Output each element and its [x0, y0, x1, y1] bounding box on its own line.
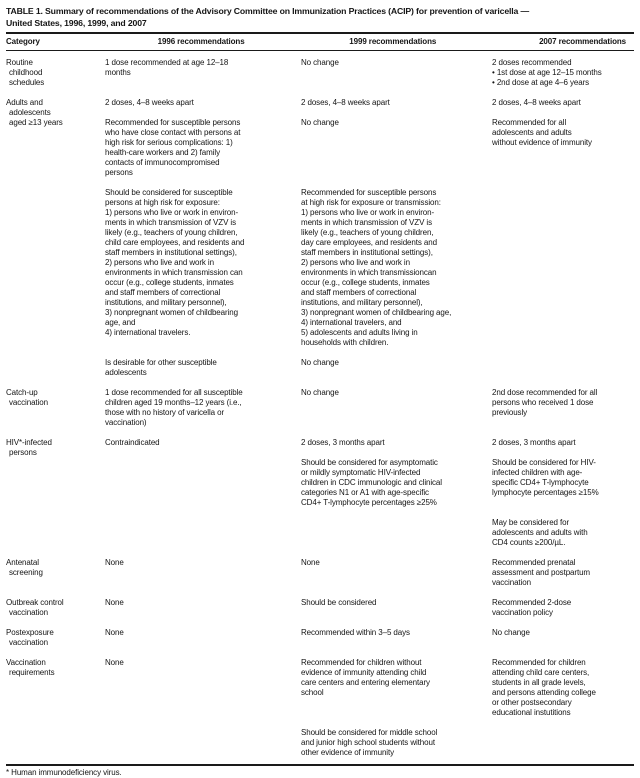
text-line: occur (e.g., college students, inmates	[105, 278, 234, 287]
text-line: persons at high risk for exposure:	[105, 198, 220, 207]
text-line: None	[105, 558, 124, 567]
cell-2007	[492, 188, 640, 348]
text-line: CD4 counts ≥200/µL.	[492, 538, 566, 547]
text-line: Should be considered for HIV-	[492, 458, 596, 467]
text-line: day care employees, and residents and	[301, 238, 437, 247]
table-row	[6, 438, 634, 548]
cell-1996	[105, 358, 301, 378]
table-header-row	[6, 34, 634, 50]
category-cell	[6, 628, 105, 648]
text-line: 1 dose recommended at age 12–18	[105, 58, 229, 67]
cell-2007	[492, 658, 640, 718]
category-line: childhood	[9, 68, 43, 77]
text-line: persons	[105, 168, 133, 177]
column-header-category: Category	[6, 37, 40, 46]
text-line: assessment and postpartum	[492, 568, 590, 577]
cell-1999	[301, 458, 492, 508]
text-line: Recommended within 3–5 days	[301, 628, 410, 637]
cell-2007	[492, 58, 640, 88]
cell-1999	[301, 358, 492, 378]
cell-1999	[301, 558, 492, 588]
row-paragraph-bands	[105, 658, 640, 758]
text-line: staff members in institutional settings),	[105, 248, 237, 257]
text-line: 2 doses, 4–8 weeks apart	[492, 98, 581, 107]
text-line: other evidence of immunity	[301, 748, 395, 757]
row-paragraph-bands	[105, 58, 640, 88]
table-row	[6, 628, 634, 648]
table-footnote: * Human immunodeficiency virus.	[6, 768, 122, 777]
text-line: Is desirable for other susceptible	[105, 358, 217, 367]
column-header-2007: 2007 recommendations	[539, 37, 626, 46]
text-line: No change	[492, 628, 530, 637]
text-line: No change	[301, 358, 339, 367]
cell-2007	[492, 728, 640, 758]
table-title-line1: TABLE 1. Summary of recommendations of the Advisory Committee on Immunization Practices (ACIP) for prevention of varicella —	[6, 6, 530, 16]
cell-1996	[105, 628, 301, 638]
category-cell	[6, 98, 105, 378]
text-line: lymphocyte percentages ≥15%	[492, 488, 599, 497]
text-line: adolescents and adults with	[492, 528, 588, 537]
text-line: care centers and entering elementary	[301, 678, 430, 687]
text-line: likely (e.g., teachers of young children,	[105, 228, 238, 237]
text-line: infected children with age-	[492, 468, 583, 477]
text-line: 1) persons who live or work in environ-	[105, 208, 239, 217]
category-line: Postexposure	[6, 628, 54, 637]
text-line: institutions, and military personnel),	[105, 298, 227, 307]
paragraph-band	[105, 628, 640, 638]
text-line: months	[105, 68, 131, 77]
cell-1996	[105, 598, 301, 618]
row-paragraph-bands	[105, 628, 640, 648]
cell-1996	[105, 518, 301, 548]
text-line: Recommended prenatal	[492, 558, 576, 567]
text-line: Should be considered for susceptible	[105, 188, 233, 197]
paragraph-band	[105, 458, 640, 508]
paragraph-band	[105, 598, 640, 618]
paragraph-band	[105, 358, 640, 378]
text-line: Recommended for all	[492, 118, 567, 127]
category-line: Vaccination	[6, 658, 46, 667]
column-header-1996: 1996 recommendations	[157, 37, 245, 46]
text-line: 5) adolescents and adults living in	[301, 328, 418, 337]
table-body	[6, 51, 634, 758]
cell-1996	[105, 98, 301, 108]
text-line: evidence of immunity attending child	[301, 668, 427, 677]
cell-1996	[105, 558, 301, 588]
text-line: specific CD4+ T-lymphocyte	[492, 478, 589, 487]
cell-1999	[301, 118, 492, 178]
cell-1999	[301, 728, 492, 758]
cell-1996	[105, 458, 301, 508]
text-line: May be considered for	[492, 518, 570, 527]
category-line: vaccination	[9, 638, 48, 647]
cell-1999	[301, 58, 492, 88]
text-line: institutions, and military personnel),	[301, 298, 423, 307]
category-line: Routine	[6, 58, 33, 67]
paragraph-band	[105, 558, 640, 588]
text-line: 4) international travelers, and	[301, 318, 402, 327]
table-row	[6, 388, 634, 428]
text-line: households with children.	[301, 338, 389, 347]
text-line: vaccination policy	[492, 608, 553, 617]
text-line: 3) nonpregnant women of childbearing age,	[301, 308, 452, 317]
cell-2007	[492, 598, 640, 618]
row-paragraph-bands	[105, 558, 640, 588]
category-line: vaccination	[9, 398, 48, 407]
row-paragraph-bands	[105, 438, 640, 548]
cell-1996	[105, 658, 301, 718]
text-line: vaccination)	[105, 418, 147, 427]
text-line: staff members in institutional settings),	[301, 248, 433, 257]
category-cell	[6, 598, 105, 618]
text-line: and persons attending college	[492, 688, 596, 697]
text-line: Recommended 2-dose	[492, 598, 572, 607]
text-line: CD4+ T-lymphocyte percentages ≥25%	[301, 498, 437, 507]
cell-2007	[492, 118, 640, 178]
text-line: children in CDC immunologic and clinical	[301, 478, 442, 487]
cell-1999	[301, 188, 492, 348]
paragraph-band	[105, 438, 640, 448]
text-line: 2 doses, 4–8 weeks apart	[105, 98, 194, 107]
cell-1999	[301, 658, 492, 718]
text-line: 2 doses, 3 months apart	[492, 438, 576, 447]
text-line: attending child care centers,	[492, 668, 590, 677]
cell-2007	[492, 358, 640, 378]
table-row	[6, 58, 634, 88]
table-row	[6, 98, 634, 378]
text-line: 2nd dose recommended for all	[492, 388, 598, 397]
cell-2007	[492, 388, 640, 428]
row-paragraph-bands	[105, 598, 640, 618]
text-line: No change	[301, 388, 339, 397]
text-line: adolescents and adults	[492, 128, 572, 137]
cell-1999	[301, 518, 492, 548]
cell-1996	[105, 58, 301, 88]
text-line: Recommended for susceptible persons	[105, 118, 241, 127]
text-line: child care employees, and residents and	[105, 238, 245, 247]
paragraph-band	[105, 118, 640, 178]
text-line: environments in which transmission can	[105, 268, 243, 277]
category-line: Outbreak control	[6, 598, 64, 607]
text-line: No change	[301, 118, 339, 127]
paragraph-band	[105, 98, 640, 108]
cell-1999	[301, 98, 492, 108]
category-line: aged ≥13 years	[9, 118, 63, 127]
text-line: 2) persons who live and work in	[105, 258, 214, 267]
text-line: students in all grade levels,	[492, 678, 586, 687]
text-line: None	[301, 558, 320, 567]
text-line: previously	[492, 408, 528, 417]
text-line: 2 doses recommended	[492, 58, 572, 67]
cell-1996	[105, 438, 301, 448]
paragraph-band	[105, 188, 640, 348]
text-line: Should be considered for asymptomatic	[301, 458, 438, 467]
text-line: None	[105, 628, 124, 637]
text-line: persons who received 1 dose	[492, 398, 594, 407]
category-cell	[6, 388, 105, 428]
category-line: vaccination	[9, 608, 48, 617]
text-line: and staff members of correctional	[301, 288, 417, 297]
text-line: ments in which transmission of VZV is	[301, 218, 433, 227]
text-line: • 1st dose at age 12–15 months	[492, 68, 602, 77]
cell-2007	[492, 98, 640, 108]
cell-2007	[492, 558, 640, 588]
paragraph-band	[105, 388, 640, 428]
text-line: 1 dose recommended for all susceptible	[105, 388, 243, 397]
text-line: Recommended for children without	[301, 658, 422, 667]
text-line: or other postsecondary	[492, 698, 572, 707]
text-line: and junior high school students without	[301, 738, 435, 747]
category-line: adolescents	[9, 108, 51, 117]
cell-1996	[105, 728, 301, 758]
category-line: Adults and	[6, 98, 43, 107]
text-line: vaccination	[492, 578, 531, 587]
category-cell	[6, 438, 105, 548]
text-line: ments in which transmission of VZV is	[105, 218, 237, 227]
text-line: health-care workers and 2) family	[105, 148, 220, 157]
text-line: contacts of immunocompromised	[105, 158, 220, 167]
category-cell	[6, 58, 105, 88]
table-row	[6, 558, 634, 588]
text-line: likely (e.g., teachers of young children,	[301, 228, 434, 237]
text-line: 3) nonpregnant women of childbearing	[105, 308, 238, 317]
cell-2007	[492, 438, 640, 448]
text-line: who have close contact with persons at	[105, 128, 241, 137]
text-line: age, and	[105, 318, 136, 327]
cell-1999	[301, 598, 492, 618]
row-paragraph-bands	[105, 388, 640, 428]
table-title	[6, 6, 634, 29]
text-line: children aged 19 months–12 years (i.e.,	[105, 398, 242, 407]
text-line: Should be considered for middle school	[301, 728, 438, 737]
text-line: occur (e.g., college students, inmates	[301, 278, 430, 287]
category-line: Catch-up	[6, 388, 38, 397]
text-line: high risk for serious complications: 1)	[105, 138, 233, 147]
column-header-1999: 1999 recommendations	[349, 37, 437, 46]
category-line: screening	[9, 568, 43, 577]
paragraph-band	[105, 58, 640, 88]
category-line: HIV*-infected	[6, 438, 52, 447]
text-line: educational instutitions	[492, 708, 571, 717]
category-line: requirements	[9, 668, 55, 677]
cell-1996	[105, 118, 301, 178]
text-line: 1) persons who live or work in environ-	[301, 208, 435, 217]
text-line: Recommended for susceptible persons	[301, 188, 437, 197]
cell-2007	[492, 628, 640, 638]
text-line: categories N1 or A1 with age-specific	[301, 488, 429, 497]
paragraph-band	[105, 658, 640, 718]
text-line: None	[105, 598, 124, 607]
text-line: • 2nd dose at age 4–6 years	[492, 78, 590, 87]
text-line: those with no history of varicella or	[105, 408, 225, 417]
cell-1996	[105, 188, 301, 348]
cell-2007	[492, 458, 640, 508]
cell-1996	[105, 388, 301, 428]
text-line: 2) persons who live and work in	[301, 258, 410, 267]
category-cell	[6, 658, 105, 758]
table-row	[6, 658, 634, 758]
text-line: Should be considered	[301, 598, 377, 607]
text-line: and staff members of correctional	[105, 288, 221, 297]
text-line: without evidence of immunity	[492, 138, 592, 147]
row-paragraph-bands	[105, 98, 640, 378]
text-line: 2 doses, 3 months apart	[301, 438, 385, 447]
category-line: schedules	[9, 78, 45, 87]
table-title-line2: United States, 1996, 1999, and 2007	[6, 17, 147, 28]
cell-1999	[301, 628, 492, 638]
text-line: None	[105, 658, 124, 667]
category-line: Antenatal	[6, 558, 39, 567]
cell-1999	[301, 388, 492, 428]
text-line: 2 doses, 4–8 weeks apart	[301, 98, 390, 107]
cell-1999	[301, 438, 492, 448]
cell-2007	[492, 518, 640, 548]
text-line: Contraindicated	[105, 438, 160, 447]
paragraph-band	[105, 518, 640, 548]
text-line: 4) international travelers.	[105, 328, 191, 337]
text-line: Recommended for children	[492, 658, 586, 667]
text-line: No change	[301, 58, 339, 67]
text-line: school	[301, 688, 324, 697]
paragraph-band	[105, 728, 640, 758]
table-row	[6, 598, 634, 618]
text-line: adolescents	[105, 368, 147, 377]
text-line: or mildly symptomatic HIV-infected	[301, 468, 421, 477]
text-line: environments in which transmissioncan	[301, 268, 437, 277]
category-cell	[6, 558, 105, 588]
category-line: persons	[9, 448, 37, 457]
text-line: at high risk for exposure or transmission:	[301, 198, 441, 207]
